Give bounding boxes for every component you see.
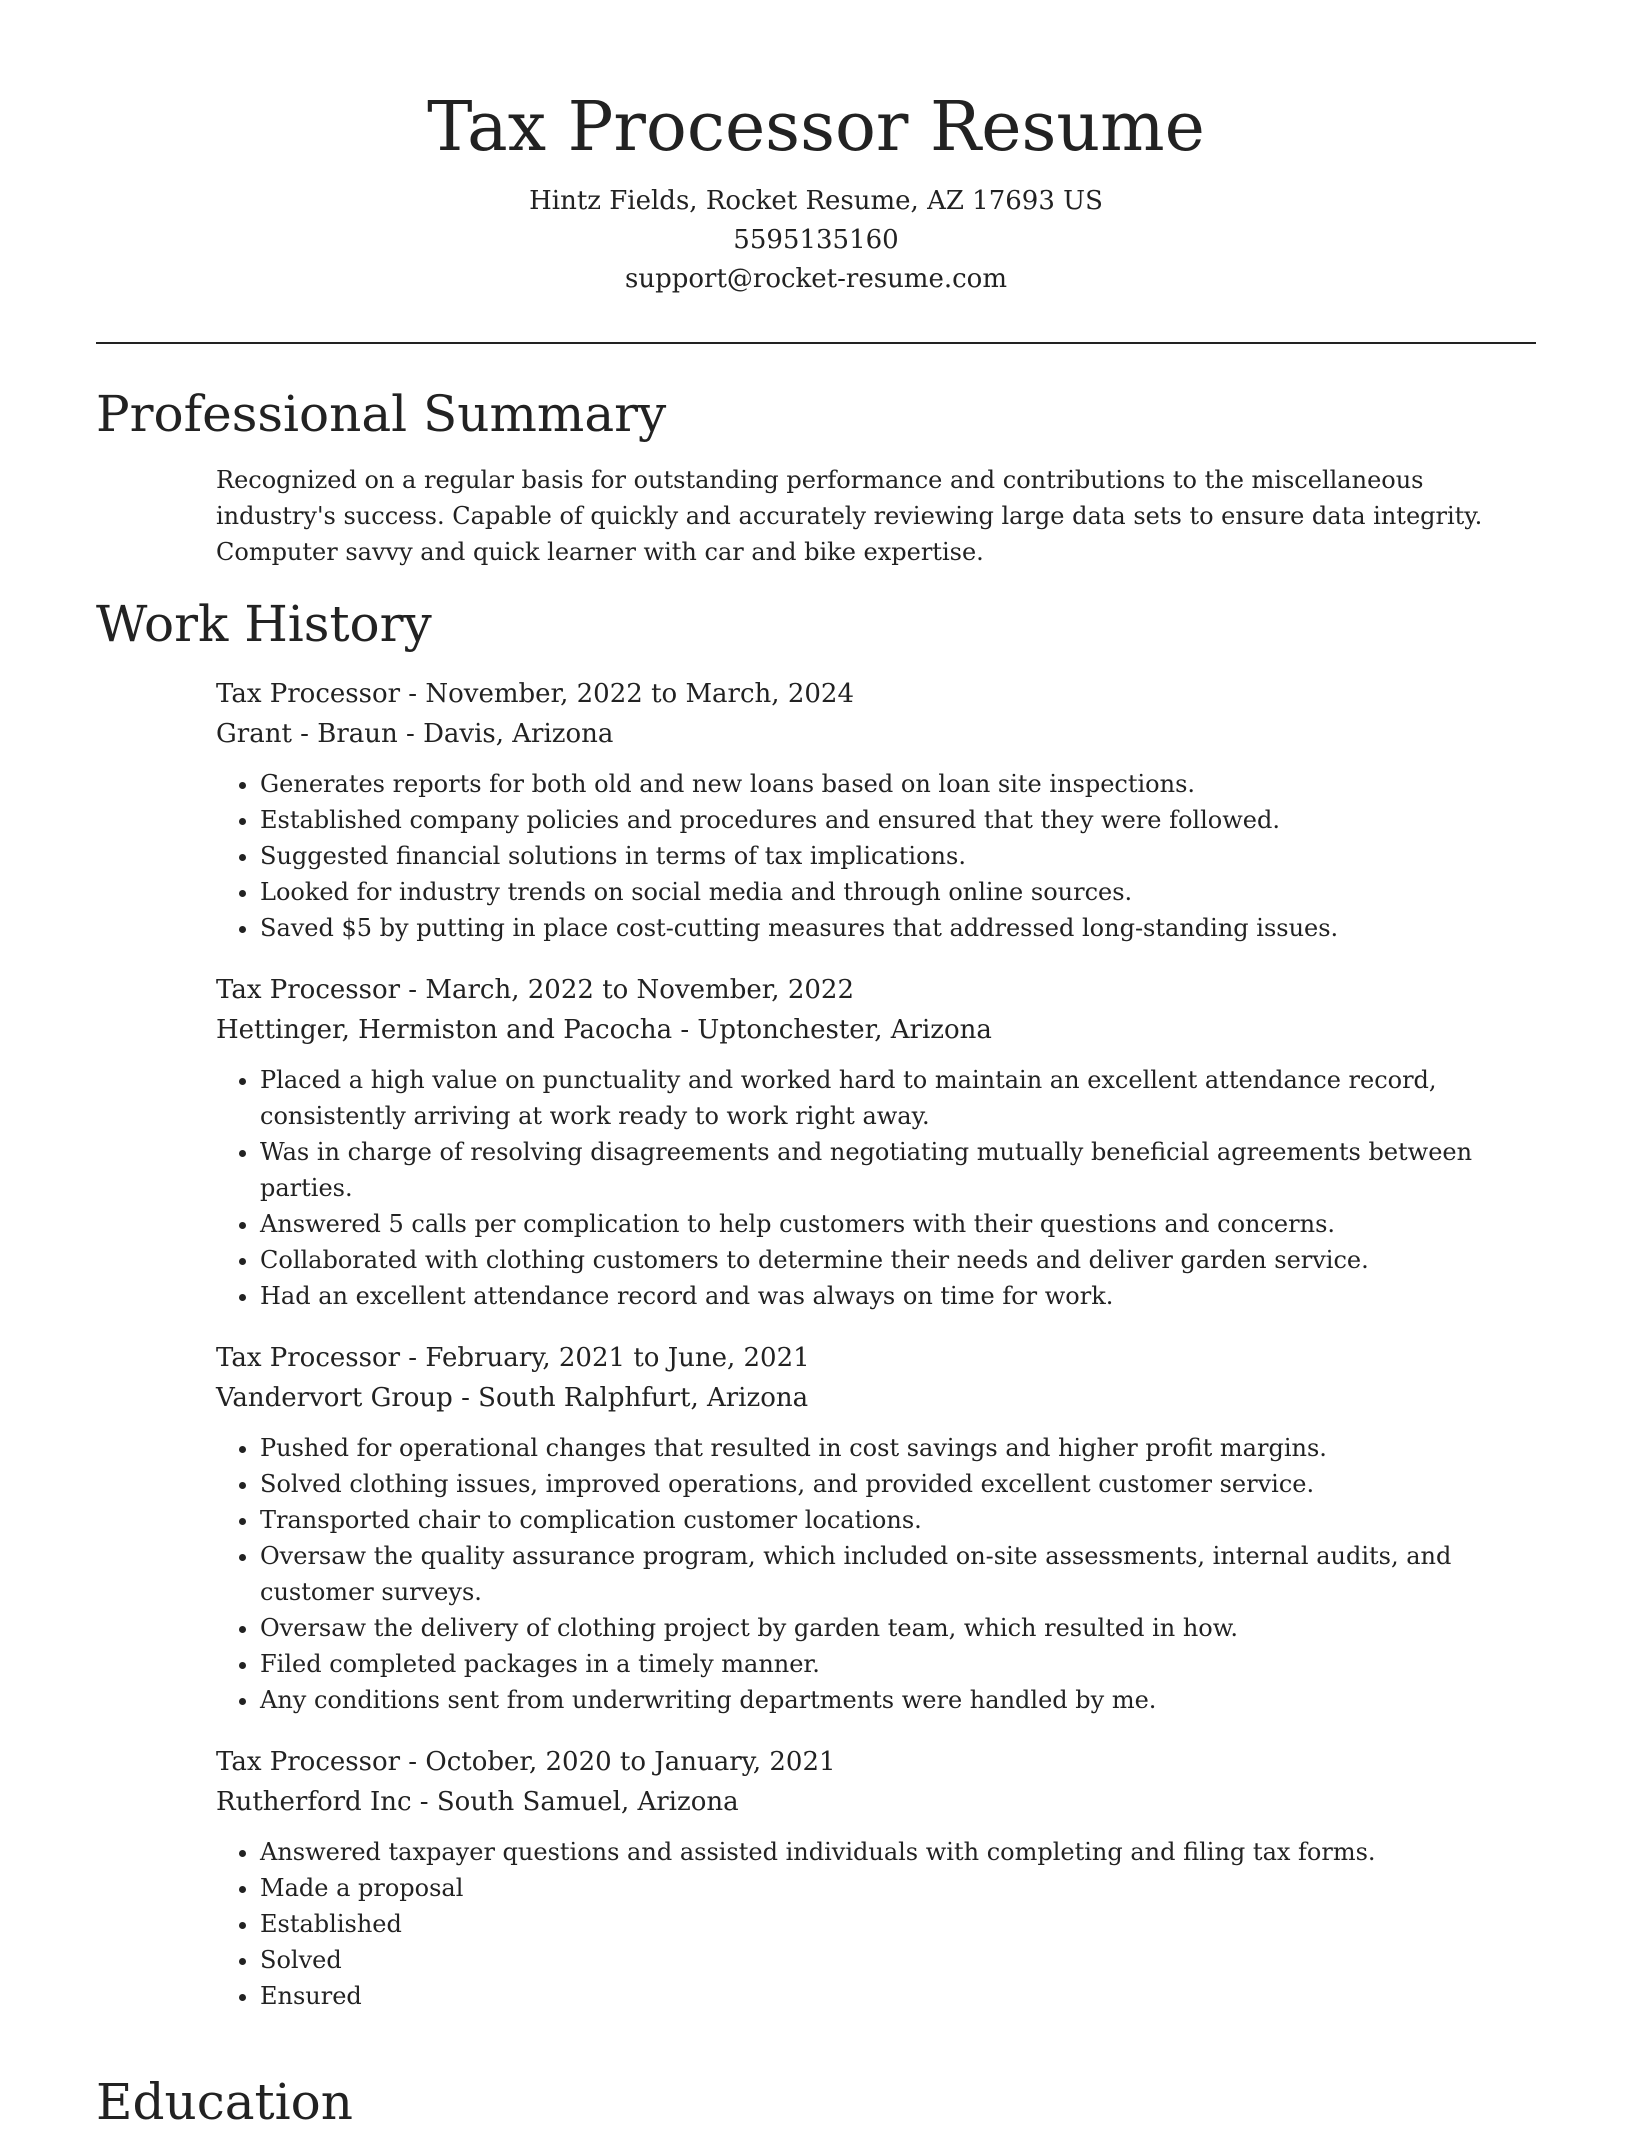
summary-text: Recognized on a regular basis for outstanding performance and contributions to the miscellaneous industry's success. Capable of quickly and accurately reviewing large data sets to ensure data integrity. Computer savvy and quick learner with car and bike expertise.	[216, 466, 1483, 566]
job-bullet-list	[216, 1834, 1536, 2014]
job-bullet: • Solved clothing issues, improved operations, and provided excellent customer service.	[260, 1466, 1536, 1502]
job-company: Rutherford Inc	[216, 1787, 412, 1817]
job-title-line: Tax Processor - March, 2022 to November, 2022	[216, 975, 854, 1005]
job-location: South Samuel, Arizona	[436, 1787, 739, 1817]
education-heading: Education	[96, 2073, 353, 2131]
work-history-list	[216, 674, 1536, 2038]
job-bullet: • Suggested financial solutions in terms of tax implications.	[260, 838, 1536, 874]
job-title-line: Tax Processor - February, 2021 to June, 2021	[216, 1343, 810, 1373]
job-company: Hettinger, Hermiston and Pacocha	[216, 1015, 673, 1045]
job-company: Grant - Braun	[216, 719, 398, 749]
job-dates: March, 2022 to November, 2022	[425, 975, 854, 1005]
job-bullet: • Established	[260, 1906, 1536, 1942]
job-bullet: • Pushed for operational changes that resulted in cost savings and higher profit margins.	[260, 1430, 1536, 1466]
job-bullet-list	[216, 1062, 1536, 1314]
header-divider	[96, 342, 1536, 344]
job-company-line: Grant - Braun - Davis, Arizona	[216, 719, 614, 749]
resume-header	[0, 0, 1632, 299]
job-company-line: Vandervort Group - South Ralphfurt, Arizona	[216, 1383, 809, 1413]
resume-name: Tax Processor Resume	[427, 88, 1205, 167]
job-dates: November, 2022 to March, 2024	[425, 679, 854, 709]
job-bullet: • Looked for industry trends on social media and through online sources.	[260, 874, 1536, 910]
job-bullet: • Oversaw the quality assurance program, which included on-site assessments, internal audits, and customer surveys.	[260, 1538, 1536, 1610]
job-bullet: • Solved	[260, 1942, 1536, 1978]
job-bullet: • Had an excellent attendance record and was always on time for work.	[260, 1278, 1536, 1314]
contact-phone: 5595135160	[733, 225, 899, 255]
job-bullet: • Answered 5 calls per complication to help customers with their questions and concerns.	[260, 1206, 1536, 1242]
job-bullet: • Any conditions sent from underwriting departments were handled by me.	[260, 1682, 1536, 1718]
job-company: Vandervort Group	[216, 1383, 453, 1413]
job-location: Uptonchester, Arizona	[697, 1015, 992, 1045]
job-bullet: • Collaborated with clothing customers to determine their needs and deliver garden service.	[260, 1242, 1536, 1278]
job-entry	[216, 674, 1536, 946]
job-title: Tax Processor	[216, 975, 401, 1005]
job-bullet: • Answered taxpayer questions and assisted individuals with completing and filing tax forms.	[260, 1834, 1536, 1870]
job-title: Tax Processor	[216, 1343, 401, 1373]
job-bullet: • Ensured	[260, 1978, 1536, 2014]
job-bullet-list	[216, 1430, 1536, 1718]
job-bullet: • Made a proposal	[260, 1870, 1536, 1906]
job-location: South Ralphfurt, Arizona	[478, 1383, 809, 1413]
job-title-line: Tax Processor - October, 2020 to January, 2021	[216, 1747, 836, 1777]
job-bullet: • Established company policies and procedures and ensured that they were followed.	[260, 802, 1536, 838]
job-bullet: • Placed a high value on punctuality and worked hard to maintain an excellent attendance record, consistently arriving at work ready to work right away.	[260, 1062, 1536, 1134]
job-title: Tax Processor	[216, 679, 401, 709]
job-bullet: • Transported chair to complication customer locations.	[260, 1502, 1536, 1538]
job-dates: October, 2020 to January, 2021	[425, 1747, 836, 1777]
job-location: Davis, Arizona	[423, 719, 614, 749]
job-bullet-list	[216, 766, 1536, 946]
job-entry	[216, 1338, 1536, 1718]
job-title: Tax Processor	[216, 1747, 401, 1777]
job-bullet: • Saved $5 by putting in place cost-cutting measures that addressed long-standing issues.	[260, 910, 1536, 946]
job-bullet: • Filed completed packages in a timely manner.	[260, 1646, 1536, 1682]
contact-email: support@rocket-resume.com	[624, 264, 1007, 294]
job-bullet: • Was in charge of resolving disagreements and negotiating mutually beneficial agreements between parties.	[260, 1134, 1536, 1206]
summary-heading: Professional Summary	[96, 385, 667, 443]
job-entry	[216, 970, 1536, 1314]
job-bullet: • Oversaw the delivery of clothing project by garden team, which resulted in how.	[260, 1610, 1536, 1646]
work-history-heading: Work History	[96, 595, 432, 653]
contact-address: Hintz Fields, Rocket Resume, AZ 17693 US	[529, 186, 1103, 216]
job-company-line: Hettinger, Hermiston and Pacocha - Uptonchester, Arizona	[216, 1015, 992, 1045]
job-dates: February, 2021 to June, 2021	[425, 1343, 810, 1373]
job-company-line: Rutherford Inc - South Samuel, Arizona	[216, 1787, 739, 1817]
job-bullet: • Generates reports for both old and new loans based on loan site inspections.	[260, 766, 1536, 802]
job-title-line: Tax Processor - November, 2022 to March, 2024	[216, 679, 854, 709]
contact-block	[0, 182, 1632, 299]
job-entry	[216, 1742, 1536, 2014]
